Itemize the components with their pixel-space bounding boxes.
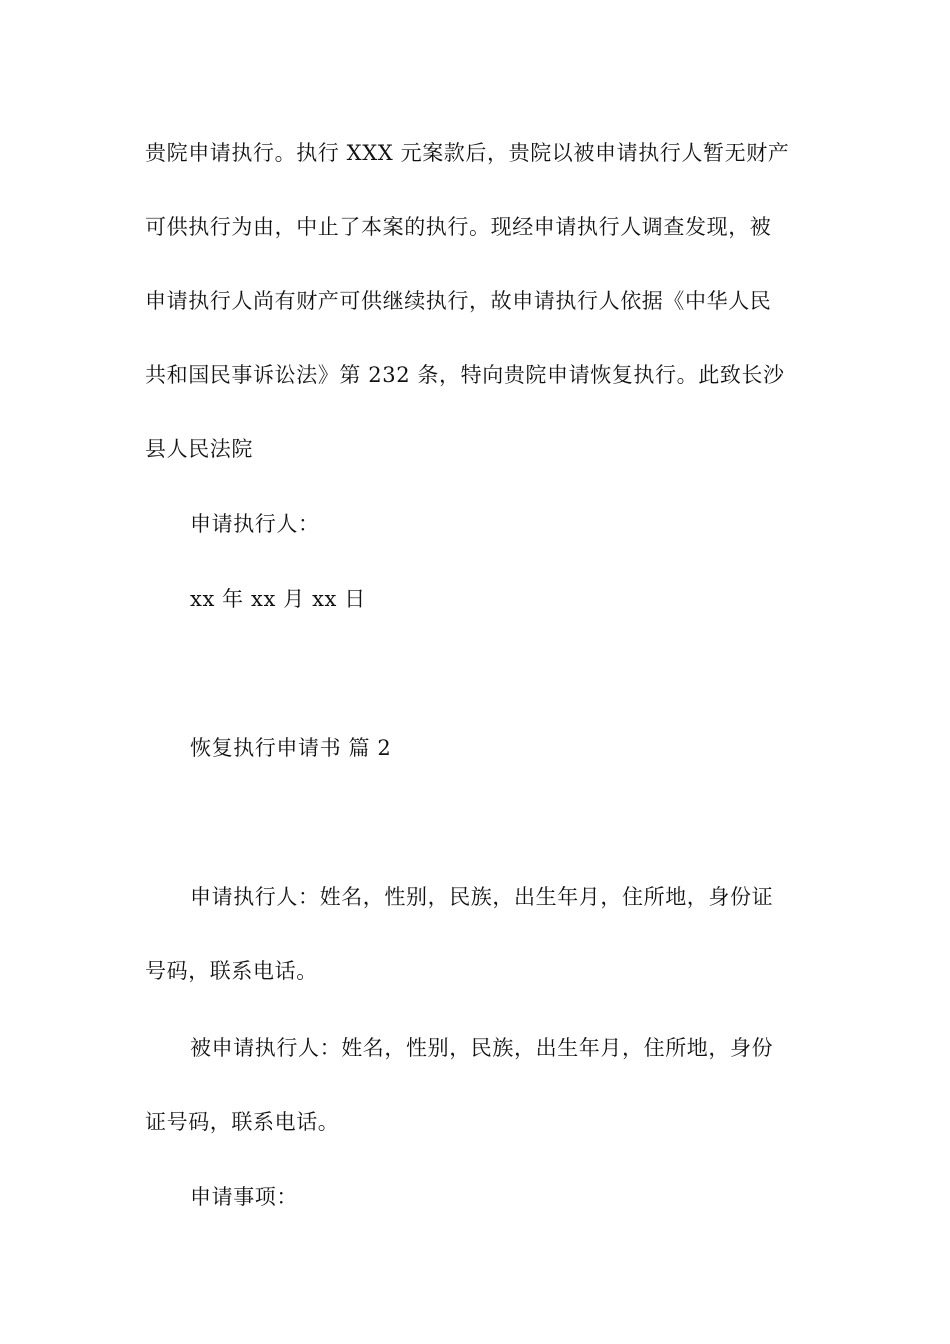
paragraph-line: 共和国民事诉讼法》第 232 条，特向贵院申请恢复执行。此致长沙 [145, 363, 785, 387]
paragraph-line: 贵院申请执行。执行 XXX 元案款后，贵院以被申请执行人暂无财产 [145, 141, 790, 165]
applicant-info-line: 申请执行人：姓名，性别，民族，出生年月，住所地，身份证 [190, 885, 774, 909]
paragraph-line: 可供执行为由，中止了本案的执行。现经申请执行人调查发现，被 [145, 215, 772, 239]
respondent-info-line: 被申请执行人：姓名，性别，民族，出生年月，住所地，身份 [190, 1036, 774, 1060]
paragraph-line: 申请执行人尚有财产可供继续执行，故申请执行人依据《中华人民 [145, 289, 772, 313]
section-title: 恢复执行申请书 篇 2 [190, 736, 392, 760]
date-line: xx 年 xx 月 xx 日 [190, 587, 366, 611]
respondent-info-line: 证号码，联系电话。 [145, 1110, 340, 1134]
paragraph-line: 县人民法院 [145, 437, 253, 461]
applicant-signature: 申请执行人： [190, 512, 320, 536]
request-items-heading: 申请事项： [190, 1185, 298, 1209]
applicant-info-line: 号码，联系电话。 [145, 959, 318, 983]
